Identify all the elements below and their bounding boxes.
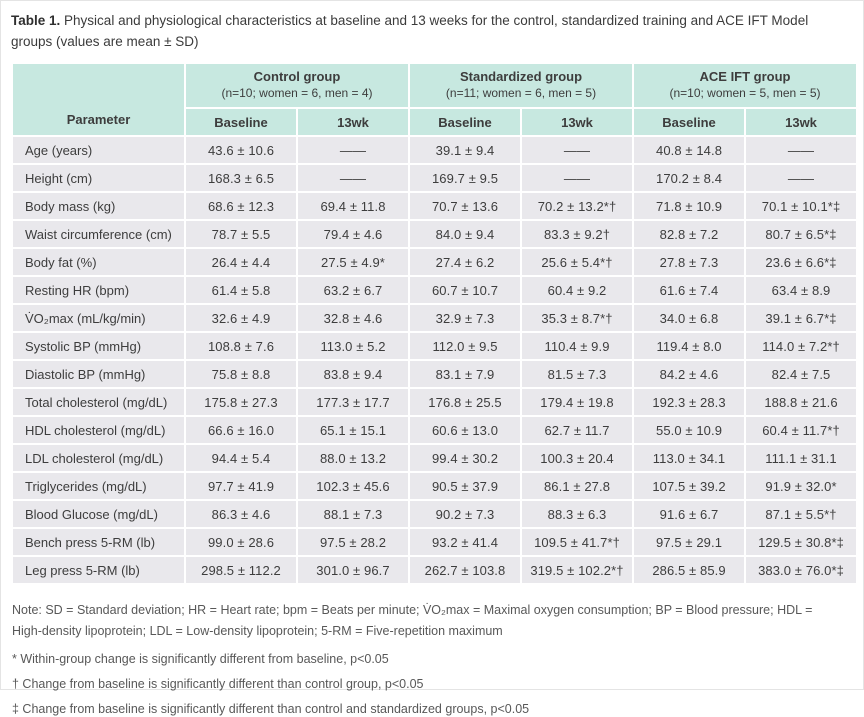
parameter-cell: Body mass (kg)	[12, 192, 185, 220]
value-cell: 32.9 ± 7.3	[409, 304, 521, 332]
value-cell: ——	[745, 164, 857, 192]
table-figure	[11, 10, 853, 717]
value-cell: ——	[297, 164, 409, 192]
value-cell: 69.4 ± 11.8	[297, 192, 409, 220]
value-cell: 60.4 ± 11.7*†	[745, 416, 857, 444]
value-cell: 97.7 ± 41.9	[185, 472, 297, 500]
parameter-cell: Systolic BP (mmHg)	[12, 332, 185, 360]
table-row	[12, 304, 857, 332]
value-cell: 35.3 ± 8.7*†	[521, 304, 633, 332]
table-row	[12, 500, 857, 528]
value-cell: 23.6 ± 6.6*‡	[745, 248, 857, 276]
value-cell: 94.4 ± 5.4	[185, 444, 297, 472]
value-cell: 383.0 ± 76.0*‡	[745, 556, 857, 584]
table-caption-text: Physical and physiological characteristics at baseline and 13 weeks for the control, standardized training and ACE IFT Model groups (values are mean ± SD)	[11, 13, 809, 49]
group-name: Control group	[253, 69, 341, 84]
value-cell: 39.1 ± 6.7*‡	[745, 304, 857, 332]
value-cell: 60.7 ± 10.7	[409, 276, 521, 304]
group-subtitle: (n=10; women = 5, men = 5)	[669, 86, 821, 100]
parameter-cell: LDL cholesterol (mg/dL)	[12, 444, 185, 472]
group-header-ace-ift	[633, 63, 857, 108]
parameter-cell: HDL cholesterol (mg/dL)	[12, 416, 185, 444]
value-cell: 170.2 ± 8.4	[633, 164, 745, 192]
value-cell: 83.1 ± 7.9	[409, 360, 521, 388]
characteristics-table	[11, 62, 858, 585]
table-body	[12, 136, 857, 584]
parameter-cell: Leg press 5-RM (lb)	[12, 556, 185, 584]
value-cell: 129.5 ± 30.8*‡	[745, 528, 857, 556]
table-row	[12, 444, 857, 472]
value-cell: 286.5 ± 85.9	[633, 556, 745, 584]
parameter-cell: Height (cm)	[12, 164, 185, 192]
group-header-standardized	[409, 63, 633, 108]
value-cell: 99.0 ± 28.6	[185, 528, 297, 556]
value-cell: 112.0 ± 9.5	[409, 332, 521, 360]
value-cell: 90.2 ± 7.3	[409, 500, 521, 528]
value-cell: 88.3 ± 6.3	[521, 500, 633, 528]
value-cell: 82.8 ± 7.2	[633, 220, 745, 248]
value-cell: 78.7 ± 5.5	[185, 220, 297, 248]
table-row	[12, 472, 857, 500]
parameter-column-header: Parameter	[12, 63, 185, 136]
value-cell: 87.1 ± 5.5*†	[745, 500, 857, 528]
table-row	[12, 528, 857, 556]
value-cell: 109.5 ± 41.7*†	[521, 528, 633, 556]
group-subtitle: (n=10; women = 6, men = 4)	[221, 86, 373, 100]
table-row	[12, 276, 857, 304]
value-cell: 39.1 ± 9.4	[409, 136, 521, 164]
value-cell: 99.4 ± 30.2	[409, 444, 521, 472]
table-header	[12, 63, 857, 136]
value-cell: 86.3 ± 4.6	[185, 500, 297, 528]
value-cell: 79.4 ± 4.6	[297, 220, 409, 248]
value-cell: 97.5 ± 29.1	[633, 528, 745, 556]
parameter-cell: Blood Glucose (mg/dL)	[12, 500, 185, 528]
abbreviations-note: Note: SD = Standard deviation; HR = Heart rate; bpm = Beats per minute; V̇O₂max = Maximal oxygen consumption; BP = Blood pressure; HDL = High-density lipoprotein; LDL = Low-density lipoprotein; 5-RM = Five-repetition maximum	[12, 603, 813, 638]
parameter-cell: Resting HR (bpm)	[12, 276, 185, 304]
value-cell: 113.0 ± 5.2	[297, 332, 409, 360]
value-cell: 84.0 ± 9.4	[409, 220, 521, 248]
value-cell: 102.3 ± 45.6	[297, 472, 409, 500]
group-header-row	[12, 63, 857, 108]
value-cell: 114.0 ± 7.2*†	[745, 332, 857, 360]
value-cell: 91.6 ± 6.7	[633, 500, 745, 528]
value-cell: 298.5 ± 112.2	[185, 556, 297, 584]
notes-section	[11, 600, 853, 717]
value-cell: 63.4 ± 8.9	[745, 276, 857, 304]
value-cell: 113.0 ± 34.1	[633, 444, 745, 472]
value-cell: 97.5 ± 28.2	[297, 528, 409, 556]
value-cell: 75.8 ± 8.8	[185, 360, 297, 388]
value-cell: 26.4 ± 4.4	[185, 248, 297, 276]
value-cell: 88.1 ± 7.3	[297, 500, 409, 528]
table-row	[12, 360, 857, 388]
footnote-asterisk: * Within-group change is significantly different from baseline, p<0.05	[12, 652, 389, 666]
value-cell: 32.6 ± 4.9	[185, 304, 297, 332]
table-row	[12, 332, 857, 360]
table-row	[12, 220, 857, 248]
value-cell: 168.3 ± 6.5	[185, 164, 297, 192]
table-row	[12, 388, 857, 416]
table-row	[12, 248, 857, 276]
value-cell: 93.2 ± 41.4	[409, 528, 521, 556]
value-cell: 27.5 ± 4.9*	[297, 248, 409, 276]
value-cell: 80.7 ± 6.5*‡	[745, 220, 857, 248]
col-header-baseline: Baseline	[185, 108, 297, 136]
value-cell: 60.4 ± 9.2	[521, 276, 633, 304]
col-header-baseline: Baseline	[633, 108, 745, 136]
value-cell: ——	[297, 136, 409, 164]
footnote-dagger: † Change from baseline is significantly different than control group, p<0.05	[12, 677, 424, 691]
value-cell: 108.8 ± 7.6	[185, 332, 297, 360]
value-cell: 25.6 ± 5.4*†	[521, 248, 633, 276]
value-cell: 60.6 ± 13.0	[409, 416, 521, 444]
footnote-double-dagger: ‡ Change from baseline is significantly different than control and standardized groups, p<0.05	[12, 702, 530, 716]
value-cell: 169.7 ± 9.5	[409, 164, 521, 192]
parameter-cell: Age (years)	[12, 136, 185, 164]
table-row	[12, 416, 857, 444]
value-cell: 86.1 ± 27.8	[521, 472, 633, 500]
group-name: ACE IFT group	[699, 69, 791, 84]
value-cell: 27.8 ± 7.3	[633, 248, 745, 276]
value-cell: 63.2 ± 6.7	[297, 276, 409, 304]
col-header-13wk: 13wk	[297, 108, 409, 136]
table-caption-label: Table 1.	[11, 13, 61, 28]
value-cell: 66.6 ± 16.0	[185, 416, 297, 444]
col-header-baseline: Baseline	[409, 108, 521, 136]
value-cell: 81.5 ± 7.3	[521, 360, 633, 388]
parameter-cell: Diastolic BP (mmHg)	[12, 360, 185, 388]
table-row	[12, 164, 857, 192]
value-cell: 70.7 ± 13.6	[409, 192, 521, 220]
value-cell: 90.5 ± 37.9	[409, 472, 521, 500]
value-cell: 71.8 ± 10.9	[633, 192, 745, 220]
value-cell: 32.8 ± 4.6	[297, 304, 409, 332]
value-cell: 176.8 ± 25.5	[409, 388, 521, 416]
table-row	[12, 136, 857, 164]
value-cell: 61.6 ± 7.4	[633, 276, 745, 304]
col-header-13wk: 13wk	[521, 108, 633, 136]
value-cell: 111.1 ± 31.1	[745, 444, 857, 472]
value-cell: 68.6 ± 12.3	[185, 192, 297, 220]
parameter-cell: Waist circumference (cm)	[12, 220, 185, 248]
value-cell: 27.4 ± 6.2	[409, 248, 521, 276]
value-cell: 91.9 ± 32.0*	[745, 472, 857, 500]
group-subtitle: (n=11; women = 6, men = 5)	[445, 86, 597, 100]
value-cell: ——	[521, 164, 633, 192]
value-cell: 62.7 ± 11.7	[521, 416, 633, 444]
value-cell: 192.3 ± 28.3	[633, 388, 745, 416]
value-cell: 83.8 ± 9.4	[297, 360, 409, 388]
value-cell: 83.3 ± 9.2†	[521, 220, 633, 248]
group-header-control	[185, 63, 409, 108]
value-cell: 177.3 ± 17.7	[297, 388, 409, 416]
value-cell: 119.4 ± 8.0	[633, 332, 745, 360]
value-cell: 100.3 ± 20.4	[521, 444, 633, 472]
table-caption	[11, 10, 853, 52]
value-cell: 319.5 ± 102.2*†	[521, 556, 633, 584]
value-cell: ——	[521, 136, 633, 164]
parameter-cell: Bench press 5-RM (lb)	[12, 528, 185, 556]
value-cell: 88.0 ± 13.2	[297, 444, 409, 472]
parameter-cell: Body fat (%)	[12, 248, 185, 276]
value-cell: 70.1 ± 10.1*‡	[745, 192, 857, 220]
value-cell: 179.4 ± 19.8	[521, 388, 633, 416]
value-cell: 55.0 ± 10.9	[633, 416, 745, 444]
table-row	[12, 192, 857, 220]
value-cell: 34.0 ± 6.8	[633, 304, 745, 332]
value-cell: 188.8 ± 21.6	[745, 388, 857, 416]
value-cell: ——	[745, 136, 857, 164]
value-cell: 107.5 ± 39.2	[633, 472, 745, 500]
value-cell: 262.7 ± 103.8	[409, 556, 521, 584]
parameter-cell: Triglycerides (mg/dL)	[12, 472, 185, 500]
value-cell: 40.8 ± 14.8	[633, 136, 745, 164]
table-row	[12, 556, 857, 584]
value-cell: 175.8 ± 27.3	[185, 388, 297, 416]
col-header-13wk: 13wk	[745, 108, 857, 136]
parameter-cell: V̇O₂max (mL/kg/min)	[12, 304, 185, 332]
value-cell: 65.1 ± 15.1	[297, 416, 409, 444]
value-cell: 84.2 ± 4.6	[633, 360, 745, 388]
parameter-cell: Total cholesterol (mg/dL)	[12, 388, 185, 416]
value-cell: 82.4 ± 7.5	[745, 360, 857, 388]
value-cell: 301.0 ± 96.7	[297, 556, 409, 584]
value-cell: 43.6 ± 10.6	[185, 136, 297, 164]
value-cell: 70.2 ± 13.2*†	[521, 192, 633, 220]
value-cell: 110.4 ± 9.9	[521, 332, 633, 360]
value-cell: 61.4 ± 5.8	[185, 276, 297, 304]
group-name: Standardized group	[459, 69, 583, 84]
